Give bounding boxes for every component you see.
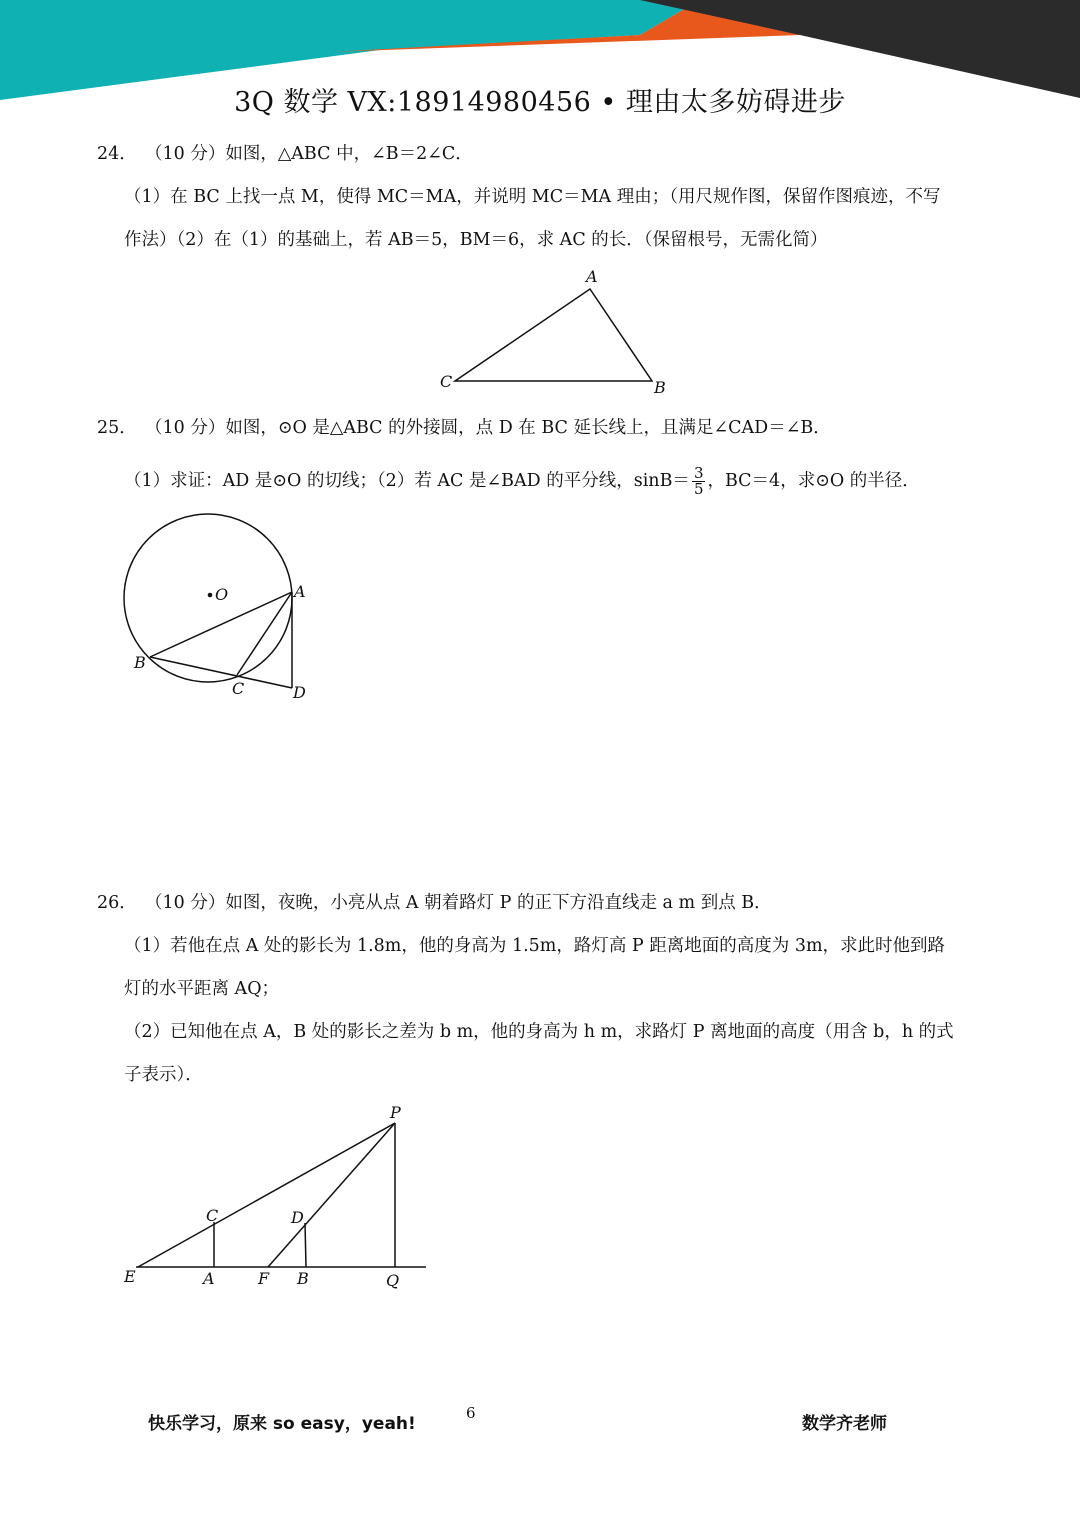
label-a: A — [586, 267, 598, 286]
segment-bd — [150, 657, 292, 688]
footer-author: 数学齐老师 — [802, 1414, 887, 1434]
q24-part2: 作法）（2）在（1）的基础上，若 AB＝5，BM＝6，求 AC 的长．（保留根号，无需化简） — [124, 230, 828, 250]
q25-part-text-a: （1）求证：AD 是⊙O 的切线；（2）若 AC 是∠BAD 的平分线，sinB＝ — [124, 471, 690, 491]
fraction-denominator: 5 — [693, 480, 704, 498]
q26-stem: （10 分）如图，夜晚，小亮从点 A 朝着路灯 P 的正下方沿直线走 a m 到点 B． — [145, 893, 772, 913]
q24-triangle-figure — [420, 260, 680, 400]
q26-part1-line2: 灯的水平距离 AQ； — [124, 979, 280, 999]
q24-stem: （10 分）如图，△ABC 中，∠B＝2∠C． — [145, 144, 473, 164]
label-c: C — [440, 372, 453, 391]
q26-part2-line2: 子表示）． — [124, 1065, 203, 1085]
label-e: E — [124, 1267, 136, 1286]
page-number: 6 — [466, 1404, 476, 1422]
q25-number: 25． — [97, 418, 137, 438]
center-point-o — [208, 593, 213, 598]
q26-part1-line1: （1）若他在点 A 处的影长为 1.8m，他的身高为 1.5m，路灯高 P 距离地面的高度为 3m，求此时他到路 — [124, 936, 946, 956]
q26-part2-line1: （2）已知他在点 A，B 处的影长之差为 b m，他的身高为 h m，求路灯 P 离地面的高度（用含 b，h 的式 — [124, 1022, 954, 1042]
sinb-fraction — [692, 466, 706, 497]
label-d: D — [293, 683, 306, 702]
triangle-abc — [455, 289, 652, 381]
label-a: A — [203, 1269, 215, 1288]
label-q: Q — [386, 1271, 400, 1290]
label-p: P — [390, 1103, 401, 1122]
header-title: 3Q 数学 VX:18914980456 • 理由太多妨碍进步 — [234, 87, 846, 118]
label-b: B — [297, 1269, 309, 1288]
label-o: O — [215, 585, 229, 604]
segment-fp — [268, 1123, 395, 1267]
q25-parts — [124, 466, 920, 497]
label-c: C — [232, 679, 245, 698]
q25-part-text-b: ，BC＝4，求⊙O 的半径． — [707, 471, 920, 491]
label-c: C — [206, 1206, 219, 1225]
q25-circle-figure — [110, 500, 330, 710]
circle-o — [124, 514, 292, 682]
q25-stem: （10 分）如图，⊙O 是△ABC 的外接圆，点 D 在 BC 延长线上，且满足∠CAD＝∠B． — [145, 418, 831, 438]
label-b: B — [134, 653, 146, 672]
footer-slogan: 快乐学习，原来 so easy，yeah! — [148, 1414, 416, 1434]
label-d: D — [291, 1208, 304, 1227]
label-a: A — [294, 582, 306, 601]
segment-ep — [138, 1123, 395, 1267]
q24-part1: （1）在 BC 上找一点 M，使得 MC＝MA，并说明 MC＝MA 理由；（用尺规作图，保留作图痕迹，不写 — [124, 187, 941, 207]
q24-number: 24． — [97, 144, 137, 164]
q26-streetlight-figure — [110, 1095, 440, 1295]
segment-db — [305, 1223, 306, 1267]
fraction-numerator: 3 — [693, 464, 704, 482]
q26-number: 26． — [97, 893, 137, 913]
label-b: B — [654, 378, 666, 397]
label-f: F — [258, 1269, 270, 1288]
